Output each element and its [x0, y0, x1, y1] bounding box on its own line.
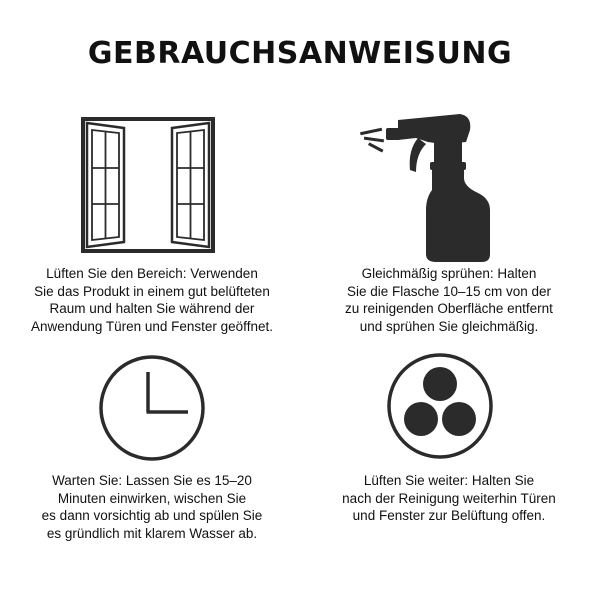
fan-icon [384, 350, 496, 462]
caption-line: Sie die Flasche 10–15 cm von der [346, 283, 552, 299]
clock-icon [96, 352, 208, 464]
caption-line: Lüften Sie weiter: Halten Sie [363, 473, 535, 488]
caption-line: Sie das Produkt in einem gut belüfteten [34, 283, 270, 299]
caption-line: und sprühen Sie gleichmäßig. [359, 318, 539, 334]
caption-line: Minuten einwirken, wischen Sie [57, 490, 247, 506]
step-1-caption [2, 265, 302, 335]
caption-line: und Fenster zur Belüftung offen. [352, 508, 546, 523]
caption-line: es gründlich mit klarem Wasser ab. [46, 525, 258, 541]
step-2-caption [299, 265, 599, 335]
caption-line: zu reinigenden Oberfläche entfernt [345, 301, 553, 316]
step-4-caption [299, 472, 599, 525]
page-title: GEBRAUCHSANWEISUNG [87, 36, 513, 71]
open-window-icon [80, 116, 216, 254]
caption-line: nach der Reinigung weiterhin Türen [342, 490, 556, 506]
caption-line: Anwendung Türen und Fenster geöffnet. [31, 318, 273, 334]
caption-line: es dann vorsichtig ab und spülen Sie [41, 508, 263, 523]
step-3-caption [2, 472, 302, 542]
spray-bottle-icon [358, 106, 504, 266]
caption-line: Warten Sie: Lassen Sie es 15–20 [52, 473, 252, 488]
caption-line: Lüften Sie den Bereich: Verwenden [46, 266, 258, 281]
caption-line: Raum und halten Sie während der [49, 301, 255, 316]
caption-line: Gleichmäßig sprühen: Halten [361, 266, 537, 281]
